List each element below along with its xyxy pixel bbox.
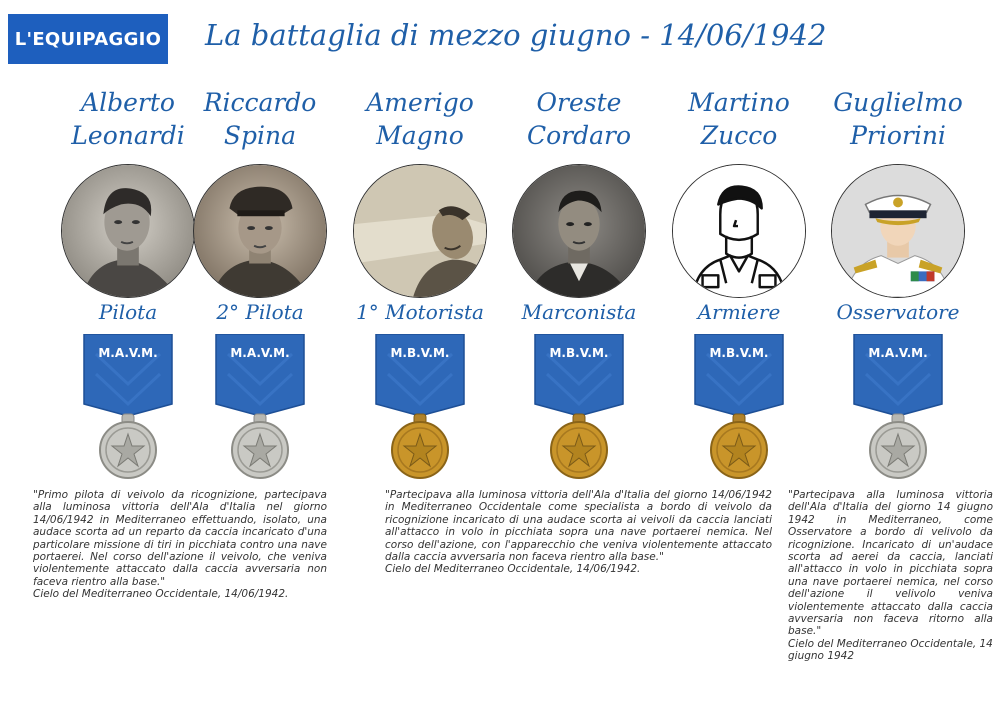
medal — [687, 334, 791, 482]
medal-label: M.B.V.M. — [390, 346, 450, 360]
portrait-photo — [353, 164, 487, 298]
medal — [527, 334, 631, 482]
citation-observer — [788, 489, 993, 663]
citation-text: "Partecipava alla luminosa vittoria dell'Ala d'Italia del giorno 14/06/1942 in Mediterraneo Occidentale come specialista a bordo di veivolo da ricognizione incaricato di una audace scorta ai veivoli da caccia lanciati all'attacco in volo in picchiata sopra una nave portaerei nemica. Nel corso dell'azione, con l'apparecchio che veniva violentemente attaccato dalla caccia avversaria non faceva rientro alla base." — [385, 489, 772, 564]
crew-member-card — [180, 86, 340, 360]
portrait-illustration — [831, 164, 965, 298]
member-role: 2° Pilota — [216, 300, 304, 324]
crew-member-card — [818, 86, 978, 360]
medal-label: M.A.V.M. — [230, 346, 290, 360]
citation-text: "Partecipava alla luminosa vittoria dell'Ala d'Italia del giorno 14 giugno 1942 in Mediterraneo, come Osservatore a bordo di velivolo da ricognizione. Incaricato di un'audace scorta ad aerei da caccia, lanciati all'attacco in volo in picchiata sopra una nave portaerei nemica, nel corso dell'azione il velivolo veniva violentemente attaccato dalla caccia avversaria non faceva ritorno alla base." — [788, 489, 993, 638]
member-last-name: Leonardi — [71, 121, 185, 150]
member-name — [659, 86, 819, 156]
member-first-name: Alberto — [81, 88, 175, 117]
page-title: La battaglia di mezzo giugno - 14/06/1942 — [205, 18, 827, 52]
citation-pilots — [33, 489, 327, 601]
section-badge: L'EQUIPAGGIO — [8, 14, 168, 64]
member-role: Osservatore — [836, 300, 960, 324]
medal-label: M.A.V.M. — [868, 346, 928, 360]
member-first-name: Oreste — [536, 88, 622, 117]
portrait-photo — [193, 164, 327, 298]
member-name — [340, 86, 500, 156]
medal — [76, 334, 180, 482]
portrait-photo — [512, 164, 646, 298]
citation-place: Cielo del Mediterraneo Occidentale, 14/06/1942. — [385, 563, 641, 576]
citation-place: Cielo del Mediterraneo Occidentale, 14 giugno 1942 — [788, 637, 993, 663]
medal-label: M.B.V.M. — [549, 346, 609, 360]
member-first-name: Martino — [688, 88, 790, 117]
crew-member-card — [499, 86, 659, 360]
medal — [846, 334, 950, 482]
member-role: Armiere — [697, 300, 781, 324]
member-name — [818, 86, 978, 156]
member-first-name: Riccardo — [203, 88, 317, 117]
member-last-name: Zucco — [700, 121, 778, 150]
member-first-name: Guglielmo — [833, 88, 963, 117]
citation-place: Cielo del Mediterraneo Occidentale, 14/06/1942. — [33, 588, 289, 601]
member-role: Marconista — [521, 300, 637, 324]
portrait-line-drawing — [672, 164, 806, 298]
medal-label: M.A.V.M. — [98, 346, 158, 360]
medal — [208, 334, 312, 482]
member-last-name: Cordaro — [526, 121, 632, 150]
member-last-name: Magno — [376, 121, 464, 150]
member-last-name: Spina — [223, 121, 297, 150]
citation-specialists — [385, 489, 772, 576]
member-name — [499, 86, 659, 156]
crew-member-card — [340, 86, 500, 360]
medal-label: M.B.V.M. — [709, 346, 769, 360]
citation-text: "Primo pilota di veivolo da ricognizione, partecipava alla luminosa vittoria dell'Ala d'Italia nel giorno 14/06/1942 in Mediterraneo effettuando, isolato, una audace scorta ad un reparto da caccia incaricato d'una particolare missione di tiri in picchiata contro una nave portaerei. Nel corso dell'azione il veivolo, che veniva violentemente attaccato dalla caccia avversaria non faceva rientro alla base." — [33, 489, 327, 588]
member-name — [180, 86, 340, 156]
portrait-photo — [61, 164, 195, 298]
member-role: 1° Motorista — [356, 300, 484, 324]
member-last-name: Priorini — [850, 121, 946, 150]
crew-member-card — [659, 86, 819, 360]
member-role: Pilota — [98, 300, 158, 324]
member-first-name: Amerigo — [366, 88, 474, 117]
medal — [368, 334, 472, 482]
